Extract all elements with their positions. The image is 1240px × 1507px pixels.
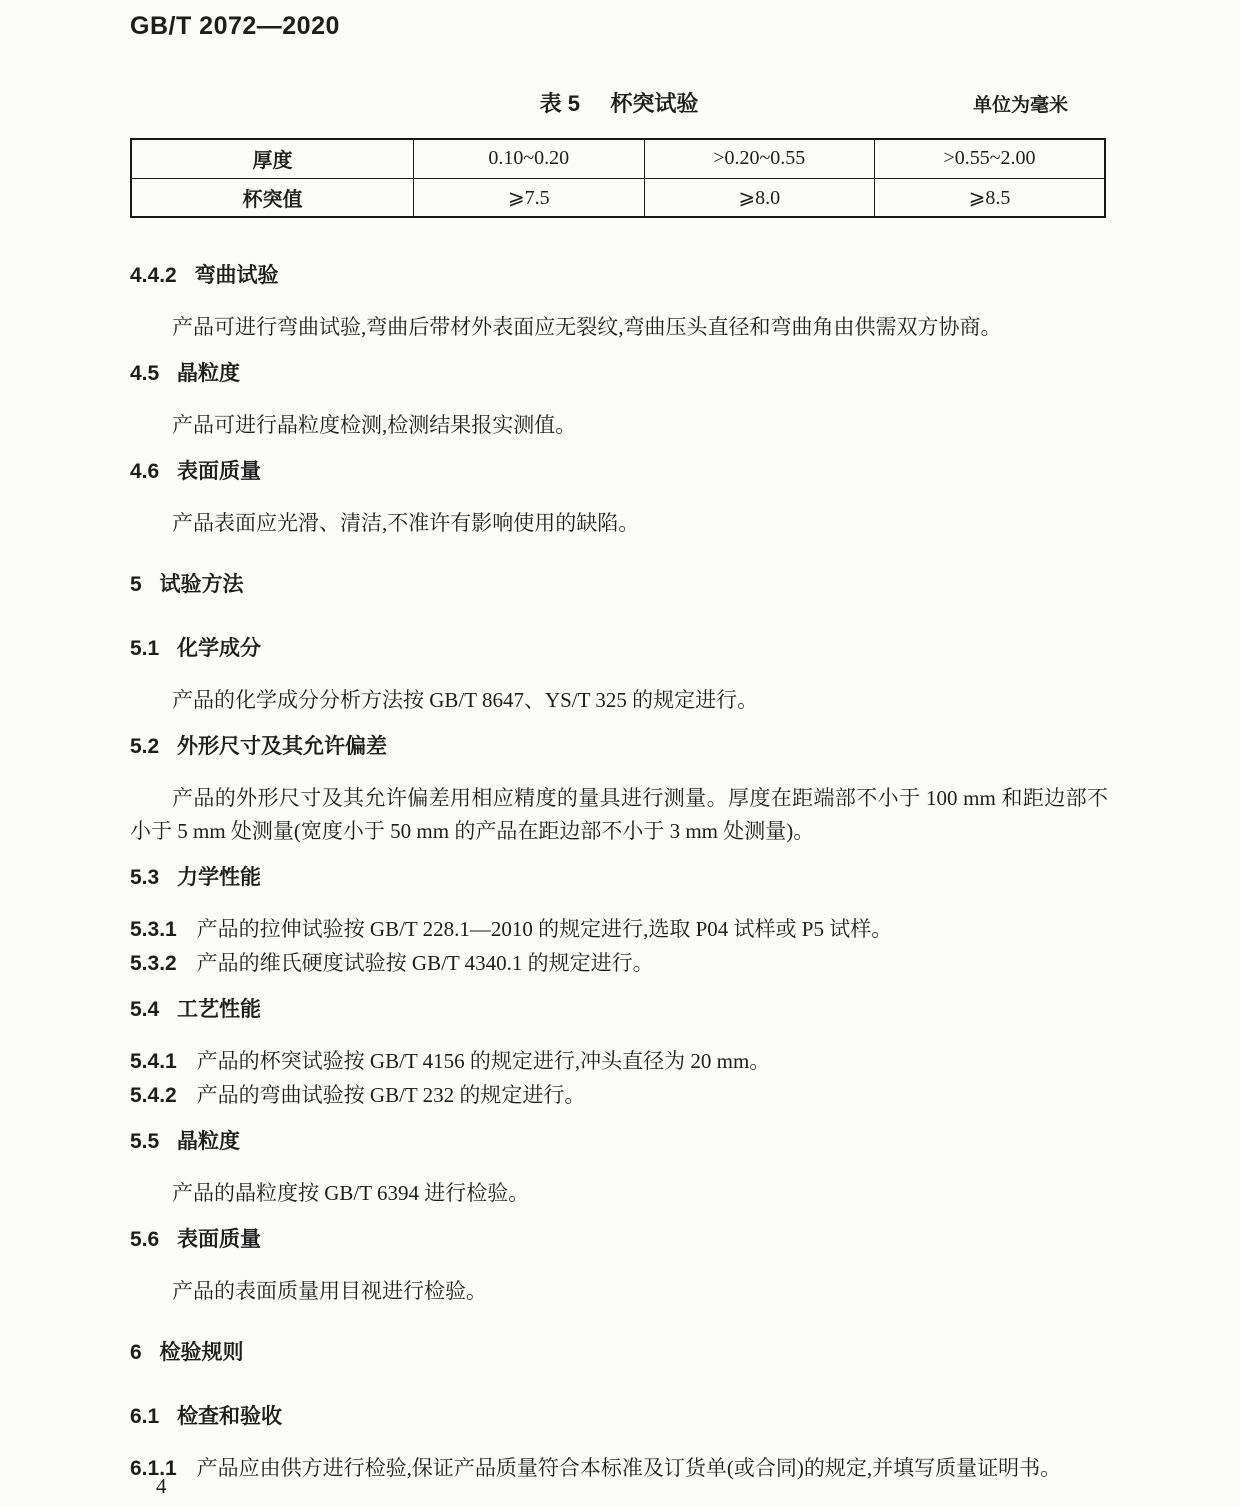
heading-title: 表面质量 [177,460,262,483]
paragraph-4-6: 产品表面应光滑、清洁,不准许有影响使用的缺陷。 [172,511,640,535]
heading-title: 表面质量 [177,1228,262,1251]
table-row-thickness [131,139,1105,178]
clause-number: 5.4.2 [130,1084,177,1107]
table-caption-number: 表 5 [539,91,581,116]
heading-title: 晶粒度 [177,1130,241,1153]
paragraph-4-5: 产品可进行晶粒度检测,检测结果报实测值。 [172,413,577,437]
table-caption [130,87,1108,118]
heading-number: 5.2 [130,735,160,758]
thickness-range-1: 0.10~0.20 [414,139,644,178]
heading-number: 4.6 [130,460,160,483]
clause-text: 产品的弯曲试验按 GB/T 232 的规定进行。 [196,1083,586,1107]
section-heading-6-1 [130,1403,1108,1430]
heading-title: 检验规则 [159,1341,244,1364]
thickness-range-2: >0.20~0.55 [644,139,874,178]
row-label-cupping-value: 杯突值 [131,178,414,217]
section-heading-4-4-2 [130,262,1108,289]
heading-number: 5.1 [130,637,160,660]
section-heading-5-3 [130,864,1108,891]
clause-number: 5.3.1 [130,918,177,941]
heading-number: 4.4.2 [130,264,177,287]
heading-number: 6 [130,1341,142,1364]
table-unit-note: 单位为毫米 [972,95,1068,116]
paragraph-5-5: 产品的晶粒度按 GB/T 6394 进行检验。 [172,1181,530,1205]
paragraph-4-4-2: 产品可进行弯曲试验,弯曲后带材外表面应无裂纹,弯曲压头直径和弯曲角由供需双方协商。 [172,315,1002,339]
table-caption-row [130,87,1108,117]
clause-5-4-2 [130,1079,1108,1112]
heading-title: 化学成分 [177,637,262,660]
paragraph-5-2: 产品的外形尺寸及其允许偏差用相应精度的量具进行测量。厚度在距端部不小于 100 mm 和距边部不小于 5 mm 处测量(宽度小于 50 mm 的产品在距边部不小于 3 mm 处测量)。 [130,786,1108,843]
heading-number: 5.3 [130,866,160,889]
clause-text: 产品应由供方进行检验,保证产品质量符合本标准及订货单(或合同)的规定,并填写质量证明书。 [196,1456,1062,1480]
clause-5-4-1 [130,1045,1108,1078]
heading-title: 晶粒度 [177,362,241,385]
clause-number: 6.1.1 [130,1457,177,1480]
paragraph-5-6: 产品的表面质量用目视进行检验。 [172,1279,487,1303]
cupping-value-1: ⩾7.5 [414,178,644,217]
heading-number: 4.5 [130,362,160,385]
section-heading-5-4 [130,996,1108,1023]
heading-title: 工艺性能 [177,998,262,1021]
thickness-range-3: >0.55~2.00 [874,139,1105,178]
heading-number: 5 [130,573,142,596]
clause-text: 产品的维氏硬度试验按 GB/T 4340.1 的规定进行。 [196,951,654,975]
heading-number: 5.5 [130,1130,160,1153]
cupping-test-table [130,138,1106,218]
clause-number: 5.3.2 [130,952,177,975]
paragraph-5-1: 产品的化学成分分析方法按 GB/T 8647、YS/T 325 的规定进行。 [172,688,759,712]
heading-title: 试验方法 [159,573,244,596]
chapter-heading-6 [130,1339,1108,1366]
cupping-value-2: ⩾8.0 [644,178,874,217]
heading-title: 弯曲试验 [194,264,279,287]
section-heading-5-1 [130,635,1108,662]
page-number: 4 [156,1474,167,1498]
standard-number: GB/T 2072—2020 [130,12,340,40]
row-label-thickness: 厚度 [131,139,414,178]
heading-number: 6.1 [130,1405,160,1428]
section-heading-4-5 [130,360,1108,387]
heading-title: 检查和验收 [177,1405,283,1428]
section-heading-5-6 [130,1226,1108,1253]
table-row-cupping-value [131,178,1105,217]
section-heading-5-2 [130,733,1108,760]
clause-number: 5.4.1 [130,1050,177,1073]
section-heading-5-5 [130,1128,1108,1155]
clause-6-1-1 [130,1452,1108,1485]
heading-number: 5.4 [130,998,160,1021]
clause-text: 产品的拉伸试验按 GB/T 228.1—2010 的规定进行,选取 P04 试样或 P5 试样。 [196,917,893,941]
table-caption-title: 杯突试验 [610,91,699,116]
heading-title: 外形尺寸及其允许偏差 [177,735,388,758]
heading-title: 力学性能 [177,866,262,889]
section-heading-4-6 [130,458,1108,485]
chapter-heading-5 [130,571,1108,598]
heading-number: 5.6 [130,1228,160,1251]
clause-5-3-2 [130,947,1108,980]
cupping-value-3: ⩾8.5 [874,178,1105,217]
clause-text: 产品的杯突试验按 GB/T 4156 的规定进行,冲头直径为 20 mm。 [196,1049,771,1073]
clause-5-3-1 [130,913,1108,946]
